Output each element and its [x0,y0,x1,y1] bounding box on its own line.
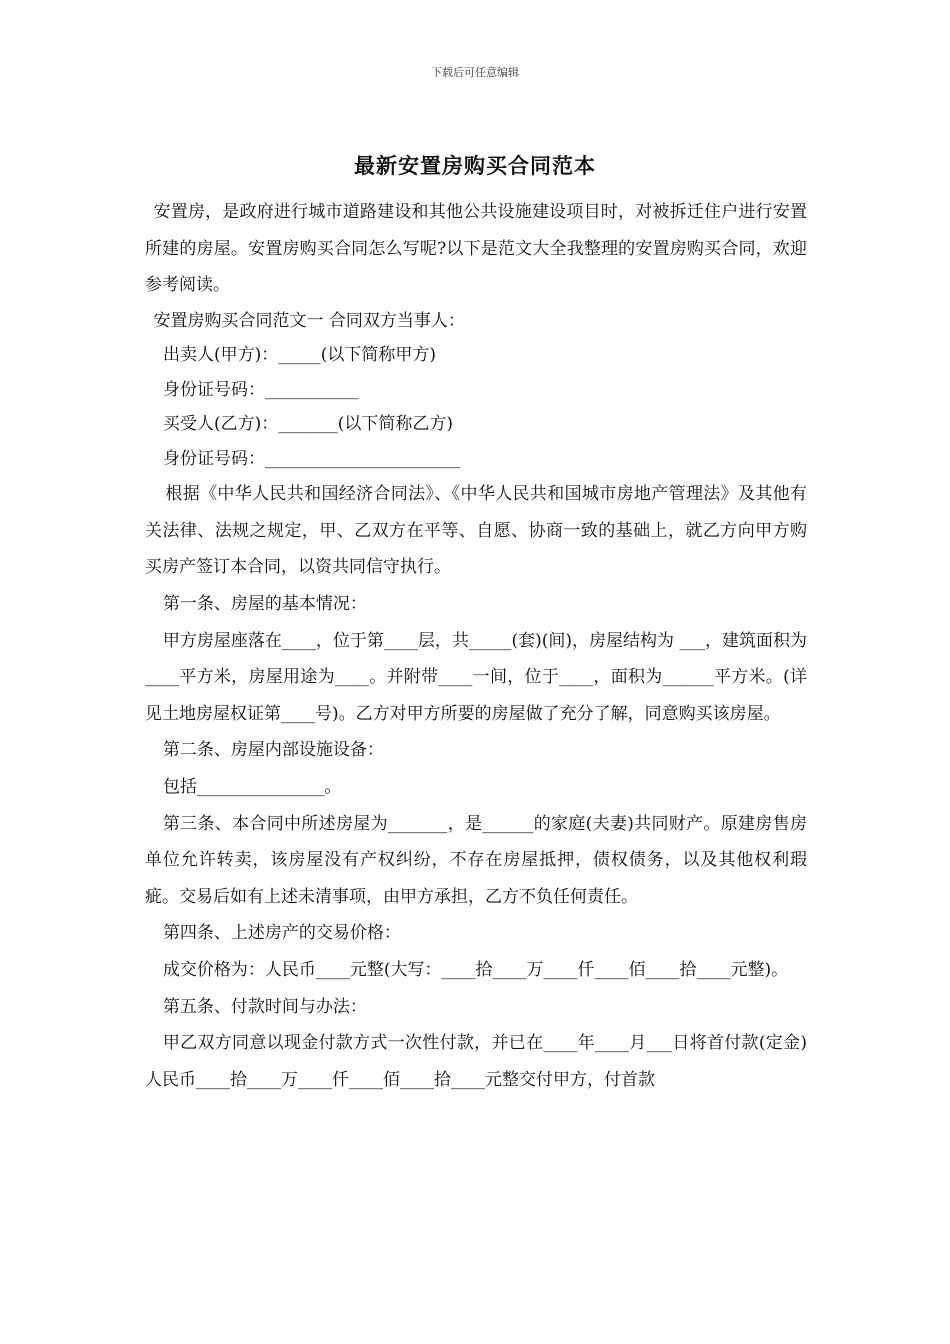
seller-id-line: 身份证号码：___________ [163,379,359,400]
seller-line: 出卖人(甲方)：_____(以下简称甲方) [163,345,437,366]
document-body [145,194,807,1098]
legal-basis-paragraph: 根据《中华人民共和国经济合同法》、《中华人民共和国城市房地产管理法》及其他有关法律、法规之规定，甲、乙双方在平等、自愿、协商一致的基础上，就乙方向甲方购买房产签订本合同，以资共同信守执行。 [145,484,807,578]
article-5-body: 甲乙双方同意以现金付款方式一次性付款，并已在____年____月___日将首付款(定金) 人民币____拾____万____仟____佰____拾____元整交付甲方，付首款 [145,1033,807,1090]
article-2-heading: 第二条、房屋内部设施设备： [162,740,384,761]
sample-heading: 安置房购买合同范文一 合同双方当事人： [153,310,465,331]
article-4-body: 成交价格为：人民币____元整(大写：____拾____万____仟____佰____拾____元整)。 [162,960,789,980]
article-3-paragraph: 第三条、本合同中所述房屋为_______，是______的家庭(夫妻)共同财产。原建房售房单位允许转卖，该房屋没有产权纠纷，不存在房屋抵押，债权债务，以及其他权利瑕疵。交易后如有上述未清事项，由甲方承担，乙方不负任何责任。 [145,813,807,907]
article-4-heading: 第四条、上述房产的交易价格： [162,923,401,944]
article-1-heading: 第一条、房屋的基本情况： [162,594,367,615]
intro-paragraph: 安置房，是政府进行城市道路建设和其他公共设施建设项目时，对被拆迁住户进行安置所建的房屋。安置房购买合同怎么写呢?以下是范文大全我整理的安置房购买合同，欢迎参考阅读。 [145,202,807,296]
header-note: 下载后可任意编辑 [431,66,519,79]
document-title: 最新安置房购买合同范本 [354,153,596,178]
buyer-id-line: 身份证号码：_______________________ [163,448,461,469]
article-1-body: 甲方房屋座落在____，位于第____层，共_____(套)(间)，房屋结构为 ___，建筑面积为____平方米，房屋用途为____。并附带____一间，位于____，面积为______平方米。(详见土地房屋权证第____号)。乙方对甲方所要的房屋做了充分了解，同意购买该房屋。 [145,630,807,724]
article-5-heading: 第五条、付款时间与办法： [162,996,367,1017]
article-2-body: 包括_______________。 [162,777,342,798]
buyer-line: 买受人(乙方)：_______(以下简称乙方) [163,414,454,435]
